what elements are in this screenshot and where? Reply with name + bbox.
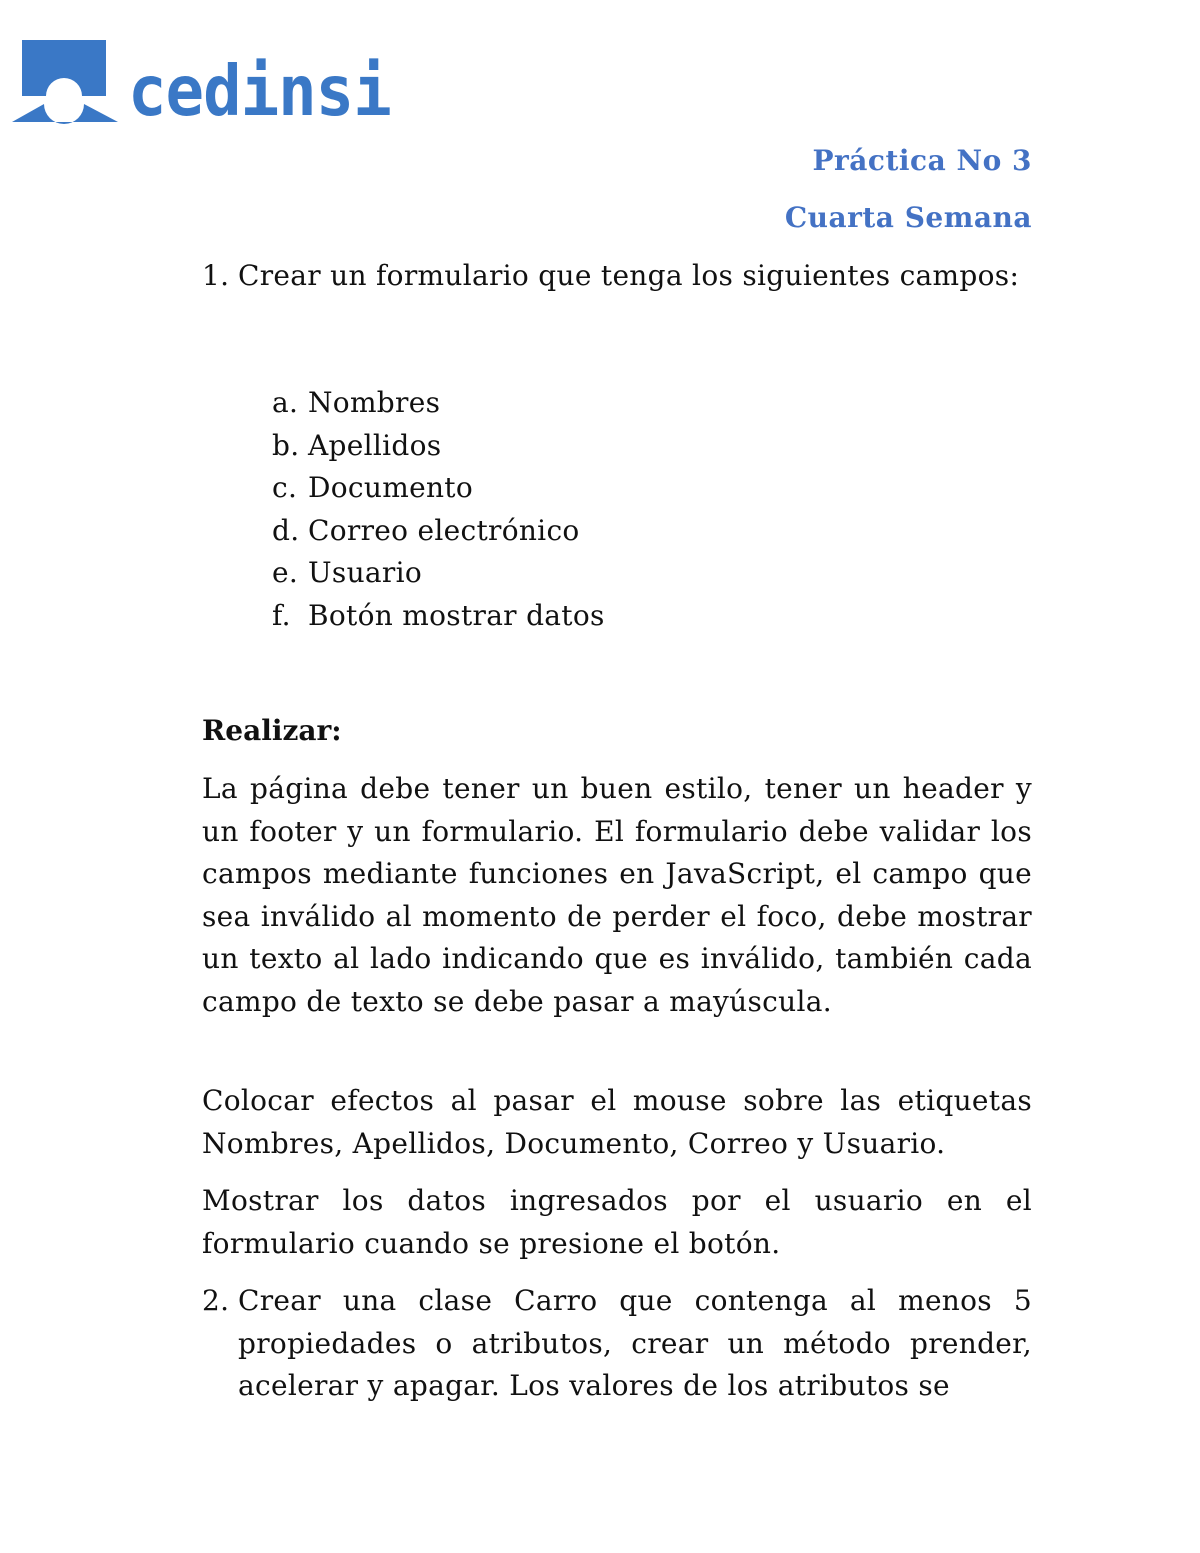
list-item-label: Correo electrónico (308, 513, 580, 547)
list-item-letter: a. (272, 386, 299, 419)
paragraph-show-data: Mostrar los datos ingresados por el usuario en el formulario cuando se presione el botón. (202, 1184, 1032, 1260)
task-2-number: 2. (202, 1284, 230, 1317)
list-item-label: Apellidos (308, 428, 442, 462)
week-subtitle: Cuarta Semana (784, 201, 1032, 234)
list-item (272, 382, 605, 425)
form-fields-list (272, 382, 605, 637)
list-item-label: Documento (308, 471, 473, 504)
task-1 (202, 255, 1032, 298)
list-item-label: Usuario (308, 556, 422, 589)
list-item-label: Botón mostrar datos (308, 598, 605, 632)
list-item-letter: e. (272, 556, 299, 589)
list-item-label: Nombres (308, 386, 441, 419)
list-item (272, 425, 605, 468)
task-2-text: Crear una clase Carro que contenga al menos 5 propiedades o atributos, crear un método prender, acelerar y apagar. Los valores de los atributos se (238, 1284, 1032, 1402)
list-item (272, 595, 605, 638)
paragraph-hover-effects: Colocar efectos al pasar el mouse sobre las etiquetas Nombres, Apellidos, Documento, Correo y Usuario. (202, 1084, 1032, 1160)
task-1-text: Crear un formulario que tenga los siguientes campos: (238, 259, 1020, 292)
list-item (272, 467, 605, 510)
list-item-letter: c. (272, 471, 298, 504)
cedinsi-logo (10, 36, 391, 133)
cedinsi-logo-icon (10, 36, 122, 128)
task-1-number: 1. (202, 259, 230, 292)
logo-wordmark: cedinsi (128, 52, 391, 133)
list-item (272, 552, 605, 595)
list-item-letter: f. (272, 598, 291, 632)
list-item-letter: b. (272, 428, 300, 462)
practice-title: Práctica No 3 (812, 144, 1032, 177)
realizar-heading: Realizar: (202, 714, 342, 747)
list-item (272, 510, 605, 553)
list-item-letter: d. (272, 513, 300, 547)
paragraph-requirements: La página debe tener un buen estilo, tener un header y un footer y un formulario. El formulario debe validar los campos mediante funciones en JavaScript, el campo que sea inválido al momento de perder el foco, debe mostrar un texto al lado indicando que es inválido, también cada campo de texto se debe pasar a mayúscula. (202, 772, 1032, 1018)
task-2 (202, 1280, 1032, 1408)
